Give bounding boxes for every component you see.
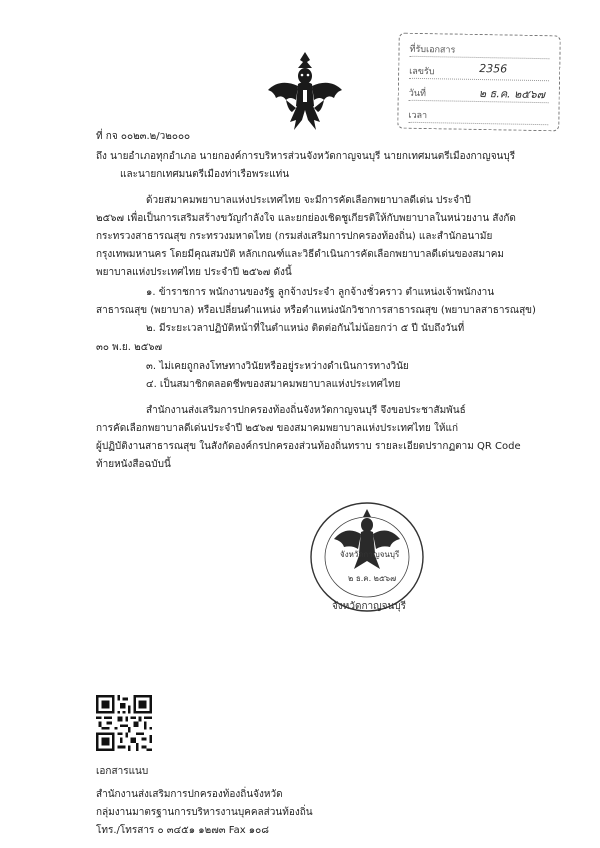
stamp-row-time bbox=[408, 108, 548, 125]
stamp-row-date bbox=[409, 86, 549, 103]
stamp-row-office bbox=[409, 42, 549, 59]
addressee-line-1: ถึง นายอำเภอทุกอำเภอ นายกองค์การบริหารส่วนจังหวัดกาญจนบุรี นายกเทศมนตรีเมืองกาญจนบุรี bbox=[96, 151, 516, 162]
qr-code-icon[interactable] bbox=[96, 695, 152, 751]
criteria-item-4: ๔. เป็นสมาชิกตลอดชีพของสมาคมพยาบาลแห่งประเทศไทย bbox=[146, 379, 401, 390]
criteria-item-2: ๒. มีระยะเวลาปฏิบัติหน้าที่ในตำแหน่ง ติดต่อกันไม่น้อยกว่า ๕ ปี นับถึงวันที่ bbox=[146, 323, 465, 334]
para1-line: พยาบาลแห่งประเทศไทย ประจำปี ๒๕๖๗ ดังนี้ bbox=[96, 267, 292, 278]
footer-office: สำนักงานส่งเสริมการปกครองท้องถิ่นจังหวัด bbox=[96, 789, 283, 800]
para2-line: การคัดเลือกพยาบาลดีเด่นประจำปี ๒๕๖๗ ของสมาคมพยาบาลแห่งประเทศไทย ให้แก่ bbox=[96, 423, 459, 434]
stamp-label: วันที่ bbox=[408, 88, 427, 100]
stamp-receive-number: 2356 bbox=[479, 62, 508, 76]
stamp-label: เลขรับ bbox=[409, 66, 435, 78]
provincial-seal-icon bbox=[300, 495, 434, 615]
para2-line: ผู้ปฏิบัติงานสาธารณสุข ในสังกัดองค์กรปกครองส่วนท้องถิ่นทราบ รายละเอียดปรากฏตาม QR Code bbox=[96, 441, 521, 452]
criteria-item-2-cont: ๓๐ พ.ย. ๒๕๖๗ bbox=[96, 342, 163, 353]
stamp-label: ที่รับเอกสาร bbox=[409, 44, 456, 56]
para1-line: กรุงเทพมหานคร โดยมีคุณสมบัติ หลักเกณฑ์และวิธีดำเนินการคัดเลือกพยาบาลดีเด่นของสมาคม bbox=[96, 249, 505, 260]
criteria-item-3: ๓. ไม่เคยถูกลงโทษทางวินัยหรืออยู่ระหว่างดำเนินการทางวินัย bbox=[146, 361, 409, 372]
seal-date-text: ๒ ธ.ค. ๒๕๖๗ bbox=[348, 574, 397, 583]
garuda-emblem-icon bbox=[266, 50, 344, 134]
reference-number: ที่ กจ ๐๐๒๓.๒/ว๒๐๐๐ bbox=[96, 131, 191, 142]
para2-line: ท้ายหนังสือฉบับนี้ bbox=[96, 459, 171, 470]
para1-line: ด้วยสมาคมพยาบาลแห่งประเทศไทย จะมีการคัดเลือกพยาบาลดีเด่น ประจำปี bbox=[146, 195, 471, 206]
attachment-label: เอกสารแนบ bbox=[96, 766, 149, 777]
addressee-line-2: และนายกเทศมนตรีเมืองท่าเรือพระแท่น bbox=[120, 169, 290, 180]
para1-line: ๒๕๖๗ เพื่อเป็นการเสริมสร้างขวัญกำลังใจ และยกย่องเชิดชูเกียรติให้กับพยาบาลในหน่วยงาน สังกัด bbox=[96, 213, 516, 224]
seal-bottom-text: จังหวัดกาญจนบุรี bbox=[332, 601, 407, 612]
criteria-item-1-cont: สาธารณสุข (พยาบาล) หรือเปลี่ยนตำแหน่ง หรือตำแหน่งนักวิชาการสาธารณสุข (พยาบาลสาธารณสุข) bbox=[96, 305, 536, 316]
criteria-item-1: ๑. ข้าราชการ พนักงานของรัฐ ลูกจ้างประจำ ลูกจ้างชั่วคราว ตำแหน่งเจ้าพนักงาน bbox=[146, 287, 495, 298]
footer-division: กลุ่มงานมาตรฐานการบริหารงานบุคคลส่วนท้องถิ่น bbox=[96, 807, 313, 818]
footer-phone: โทร./โทรสาร ๐ ๓๔๕๑ ๑๒๗๓ Fax ๑๐๘ bbox=[96, 825, 269, 836]
para1-line: กระทรวงสาธารณสุข กระทรวงมหาดไทย (กรมส่งเสริมการปกครองท้องถิ่น) และสำนักอนามัย bbox=[96, 231, 493, 242]
stamp-receive-date: ๒ ธ.ค. ๒๕๖๗ bbox=[478, 86, 546, 102]
stamp-row-number bbox=[409, 64, 549, 81]
stamp-label: เวลา bbox=[408, 110, 428, 122]
para2-line: สำนักงานส่งเสริมการปกครองท้องถิ่นจังหวัดกาญจนบุรี จึงขอประชาสัมพันธ์ bbox=[146, 405, 466, 416]
receive-stamp bbox=[397, 33, 561, 132]
seal-top-text: จังหวัดกาญจนบุรี bbox=[340, 550, 400, 559]
